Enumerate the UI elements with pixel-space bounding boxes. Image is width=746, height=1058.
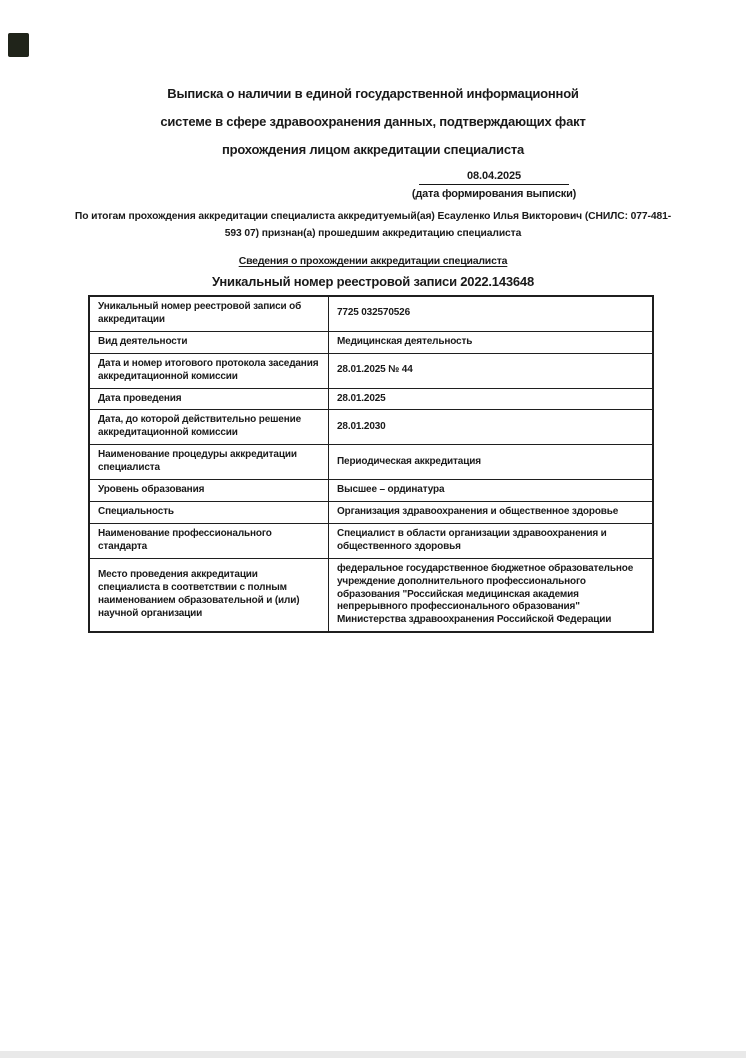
row-label: Наименование процедуры аккредитации специалиста bbox=[89, 445, 329, 480]
table-row bbox=[89, 501, 653, 523]
top-left-overlay-icon bbox=[8, 33, 29, 57]
table-row bbox=[89, 353, 653, 388]
document-title bbox=[0, 0, 746, 164]
row-label: Место проведения аккредитации специалиста в соответствии с полным наименованием образовательной и (или) научной организации bbox=[89, 558, 329, 632]
table-row bbox=[89, 410, 653, 445]
row-value: 7725 032570526 bbox=[329, 296, 654, 331]
table-row bbox=[89, 296, 653, 331]
accreditation-result-paragraph bbox=[0, 209, 746, 242]
row-label: Вид деятельности bbox=[89, 331, 329, 353]
row-value: федеральное государственное бюджетное образовательное учреждение дополнительного профессионального образования "Российская медицинская академия непрерывного профессионального образования" Министерства здравоохранения Российской Федерации bbox=[329, 558, 654, 632]
registry-number-heading: Уникальный номер реестровой записи 2022.143648 bbox=[212, 274, 534, 289]
table-row bbox=[89, 388, 653, 410]
row-value: 28.01.2030 bbox=[329, 410, 654, 445]
table-row bbox=[89, 558, 653, 632]
accreditation-table-body bbox=[89, 296, 653, 632]
title-line-2: системе в сфере здравоохранения данных, подтверждающих факт bbox=[160, 114, 586, 129]
row-value: Специалист в области организации здравоохранения и общественного здоровья bbox=[329, 523, 654, 558]
intro-line-2: 593 07) признан(а) прошедшим аккредитацию специалиста bbox=[224, 227, 522, 239]
table-row bbox=[89, 445, 653, 480]
issue-date-block bbox=[411, 170, 577, 200]
table-row bbox=[89, 480, 653, 502]
row-label: Уникальный номер реестровой записи об аккредитации bbox=[89, 296, 329, 331]
row-label: Наименование профессионального стандарта bbox=[89, 523, 329, 558]
row-label: Специальность bbox=[89, 501, 329, 523]
table-row bbox=[89, 523, 653, 558]
accreditation-table bbox=[88, 295, 654, 633]
row-label: Дата проведения bbox=[89, 388, 329, 410]
title-line-1: Выписка о наличии в единой государственной информационной bbox=[167, 86, 579, 101]
row-value: Медицинская деятельность bbox=[329, 331, 654, 353]
table-row bbox=[89, 331, 653, 353]
row-label: Уровень образования bbox=[89, 480, 329, 502]
row-label: Дата, до которой действительно решение аккредитационной комиссии bbox=[89, 410, 329, 445]
title-line-3: прохождения лицом аккредитации специалиста bbox=[221, 142, 525, 157]
section-heading: Сведения о прохождении аккредитации специалиста bbox=[238, 255, 508, 267]
horizontal-scrollbar[interactable] bbox=[0, 1051, 746, 1058]
row-value: Организация здравоохранения и общественное здоровье bbox=[329, 501, 654, 523]
issue-date-caption: (дата формирования выписки) bbox=[411, 188, 577, 200]
row-value: Высшее – ординатура bbox=[329, 480, 654, 502]
row-value: 28.01.2025 № 44 bbox=[329, 353, 654, 388]
issue-date: 08.04.2025 bbox=[419, 170, 569, 185]
intro-line-1: По итогам прохождения аккредитации специалиста аккредитуемый(ая) Есауленко Илья Викторович (СНИЛС: 077-481- bbox=[74, 211, 672, 222]
row-value: Периодическая аккредитация bbox=[329, 445, 654, 480]
row-value: 28.01.2025 bbox=[329, 388, 654, 410]
row-label: Дата и номер итогового протокола заседания аккредитационной комиссии bbox=[89, 353, 329, 388]
